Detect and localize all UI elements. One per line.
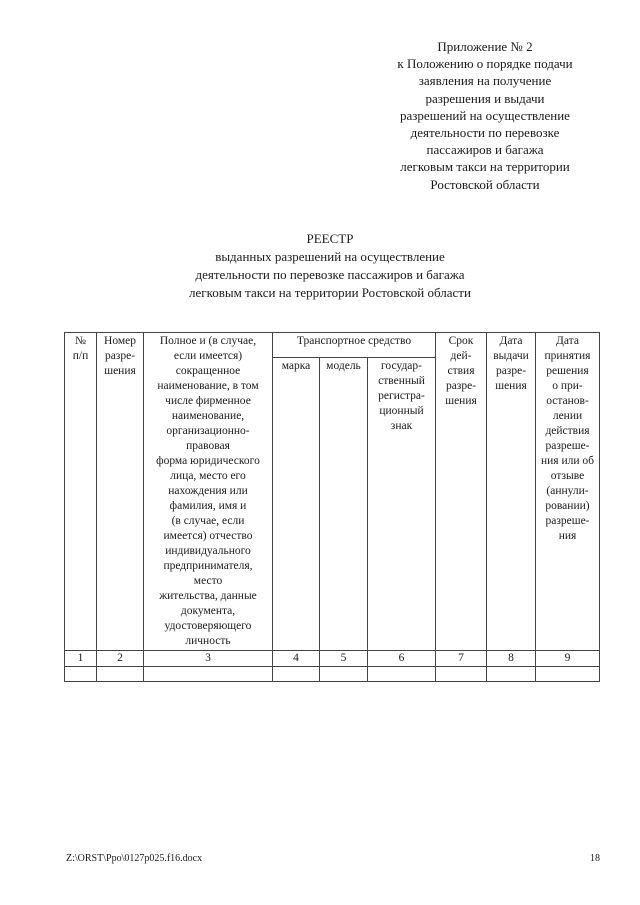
column-number: 4 (273, 651, 320, 667)
appendix-line: Приложение № 2 (437, 39, 533, 54)
header-plate: государ- ственный регистра- ционный знак (368, 358, 436, 651)
footer-file-path: Z:\ORST\Ppo\0127p025.f16.docx (66, 853, 203, 864)
column-number: 7 (436, 651, 487, 667)
header-holder-name: Полное и (в случае, если имеется) сокращенное наименование, в том числе фирменное наименование, организационно- правовая форма юридического лица, место его нахождения или фамилия, имя и (в случае, если имеется) отчество индивидуального предпринимателя, место жительства, данные документа, удостоверяющего личность (144, 333, 273, 651)
empty-cell (65, 667, 97, 682)
empty-cell (320, 667, 368, 682)
column-number: 1 (65, 651, 97, 667)
empty-cell (144, 667, 273, 682)
empty-cell (436, 667, 487, 682)
empty-cell (97, 667, 144, 682)
header-issue-date: Дата выдачи разре- шения (487, 333, 536, 651)
document-title (90, 230, 570, 302)
appendix-line: деятельности по перевозке (410, 125, 560, 141)
column-numbers-row (65, 651, 600, 667)
title-line: легковым такси на территории Ростовской области (189, 285, 471, 300)
appendix-caption (370, 38, 600, 193)
empty-cell (487, 667, 536, 682)
empty-cell (368, 667, 436, 682)
appendix-line: пассажиров и багажа (426, 142, 544, 158)
column-number: 3 (144, 651, 273, 667)
header-model: модель (320, 358, 368, 651)
appendix-line: к Положению о порядке подачи (397, 56, 573, 72)
header-brand: марка (273, 358, 320, 651)
appendix-line: легковым такси на территории (400, 159, 570, 175)
registry-table (64, 332, 600, 682)
appendix-line: Ростовской области (430, 176, 540, 192)
column-number: 6 (368, 651, 436, 667)
column-number: 2 (97, 651, 144, 667)
header-decision-date: Дата принятия решения о при- останов- лении действия разреше- ния или об отзыве (аннули- ровании) разреше- ния (536, 333, 600, 651)
appendix-line: заявления на получение (418, 73, 552, 89)
title-line: выданных разрешений на осуществление (215, 249, 445, 264)
header-transport: Транспортное средство (273, 333, 436, 358)
header-validity-term: Срок дей- ствия разре- шения (436, 333, 487, 651)
column-number: 5 (320, 651, 368, 667)
column-number: 9 (536, 651, 600, 667)
empty-cell (536, 667, 600, 682)
footer-page-number: 18 (590, 853, 600, 864)
empty-data-row (65, 667, 600, 682)
appendix-line: разрешения и выдачи (425, 90, 545, 106)
header-row-top (65, 333, 600, 358)
title-line: деятельности по перевозке пассажиров и багажа (195, 267, 465, 282)
appendix-line: разрешений на осуществление (400, 107, 570, 123)
title-heading: РЕЕСТР (306, 231, 354, 246)
header-number: № п/п (65, 333, 97, 651)
column-number: 8 (487, 651, 536, 667)
empty-cell (273, 667, 320, 682)
header-permit-number: Номер разре- шения (97, 333, 144, 651)
